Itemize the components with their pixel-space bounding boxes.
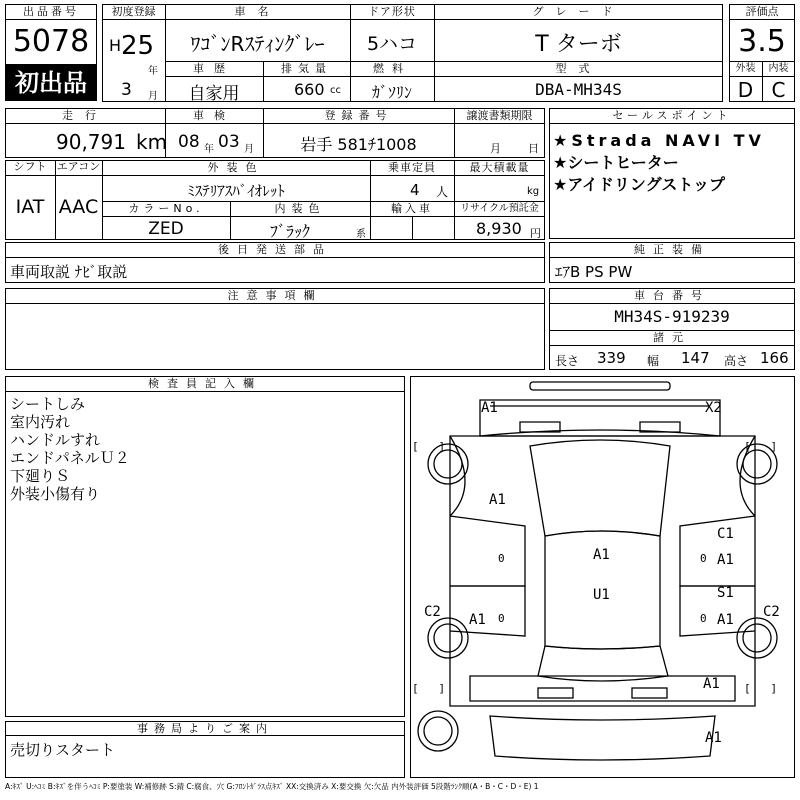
exterior-label: 外装	[735, 63, 756, 74]
damage-mark: A1	[705, 730, 722, 746]
damage-mark: A1	[481, 400, 498, 416]
reg-month-unit: 月	[148, 91, 158, 102]
width: 147	[681, 349, 710, 367]
displacement-label: 排気量	[281, 62, 332, 75]
damage-mark: 0	[498, 552, 505, 565]
reg-era: H	[109, 36, 122, 55]
door-type: 5ハコ	[366, 33, 418, 55]
damage-mark: C2	[424, 604, 441, 620]
mileage-label: 走行	[62, 109, 108, 122]
damage-mark: A1	[717, 552, 734, 568]
transfer-month-unit: 月	[490, 142, 501, 155]
body-color: ﾐｽﾃﾘｱｽﾊﾞｲｵﾚｯﾄ	[187, 182, 285, 200]
exterior-grade: D	[737, 78, 754, 102]
first-listing-text: 初出品	[15, 69, 87, 97]
bracket-mark: [ ]	[412, 440, 446, 453]
recycle-label: リサイクル預託金	[460, 203, 539, 214]
height-label: 高さ	[724, 354, 749, 368]
interior-label: 内装	[768, 63, 789, 74]
bracket-mark: [ ]	[744, 440, 778, 453]
capacity-unit: 人	[436, 185, 449, 199]
car-name: ﾜｺﾞﾝRｽﾃｨﾝｸﾞﾚｰ	[190, 32, 325, 56]
remark-item: 室内汚れ	[10, 413, 71, 431]
length: 339	[597, 349, 626, 367]
damage-legend: A:ｷｽﾞ U:ﾍｺﾐ B:ｷｽﾞを伴うﾍｺﾐ P:要塗装 W:補修跡 S:錆 C:腐食、穴 G:ﾌﾛﾝﾄｶﾞﾗｽ点ｷｽﾞ XX:交換済み X:要交換 欠:欠品 内外装評価 5段階ﾗﾝｸ順(A・B・C・D・E) 1	[5, 782, 539, 791]
interior-color-suffix: 系	[356, 229, 366, 240]
office-notice: 売切りスタート	[10, 741, 116, 759]
inspection-month: 03	[218, 132, 240, 152]
score: 3.5	[738, 24, 786, 59]
lot-number: 5078	[12, 24, 90, 59]
damage-mark: U1	[593, 587, 610, 603]
car-history-label: 車歴	[193, 62, 235, 75]
recycle-unit: 円	[530, 227, 541, 240]
office-notice-label: 事務局よりご案内	[137, 722, 273, 735]
notes-label: 注意事項欄	[227, 289, 323, 302]
model-code: DBA-MH34S	[535, 80, 622, 99]
interior-color-label: 内装色	[274, 202, 326, 215]
color-no-label: カラーNo.	[128, 202, 204, 215]
remark-item: 外装小傷有り	[10, 485, 101, 503]
genuine-equipment-label: 純正装備	[634, 243, 710, 256]
displacement-unit: cc	[330, 85, 341, 96]
damage-mark: A1	[593, 547, 610, 563]
width-label: 幅	[647, 354, 660, 368]
chassis-label: 車台番号	[634, 289, 710, 302]
transfer-deadline-label: 譲渡書類期限	[466, 109, 533, 122]
damage-mark: C2	[763, 604, 780, 620]
score-label: 評価点	[745, 5, 779, 18]
capacity: 4	[410, 181, 420, 199]
car-name-label: 車名	[234, 5, 281, 18]
sales-point-item: ★シートヒーター	[553, 153, 679, 172]
inspection-year-unit: 年	[204, 144, 214, 155]
damage-mark: A1	[489, 492, 506, 508]
damage-mark: 0	[700, 612, 707, 625]
fuel-label: 燃料	[373, 62, 411, 75]
damage-mark: A1	[717, 612, 734, 628]
damage-mark: C1	[717, 526, 734, 542]
spec-label: 諸元	[653, 331, 691, 344]
inspection-month-unit: 月	[244, 144, 254, 155]
car-outline-drawing	[410, 376, 795, 778]
recycle-fee: 8,930	[476, 219, 522, 238]
mileage: 90,791	[56, 130, 126, 154]
damage-mark: X2	[705, 400, 722, 416]
damage-mark: A1	[469, 612, 486, 628]
genuine-equipment: ｴｱB PS PW	[555, 263, 633, 281]
max-load-label: 最大積載量	[469, 161, 530, 174]
inspection-year: 08	[178, 132, 200, 152]
damage-mark: S1	[717, 585, 734, 601]
aircon-label: エアコン	[56, 160, 101, 173]
later-parts-label: 後日発送部品	[218, 243, 332, 256]
displacement: 660	[294, 80, 325, 99]
inspector-label: 検査員記入欄	[148, 377, 262, 390]
max-load-unit: kg	[527, 186, 540, 197]
shift-label: シフト	[13, 160, 47, 173]
remark-item: ハンドルすれ	[10, 431, 101, 449]
aircon: AAC	[58, 196, 99, 218]
interior-color: ﾌﾞﾗｯｸ	[269, 222, 310, 241]
mileage-unit: km	[136, 130, 168, 154]
bracket-mark: [ ]	[744, 682, 778, 695]
chassis-number: MH34S-919239	[614, 307, 730, 326]
model-label: 型式	[555, 62, 602, 75]
grade-label: グレード	[532, 5, 625, 18]
color-no: ZED	[148, 219, 184, 239]
reg-month: 3	[121, 80, 132, 100]
sales-points-list	[553, 130, 765, 196]
damage-mark: A1	[703, 676, 720, 692]
transfer-day-unit: 日	[528, 142, 539, 155]
remark-item: シートしみ	[10, 395, 86, 413]
grade: T ターボ	[535, 32, 622, 57]
inspection-label: 車検	[193, 109, 235, 122]
bracket-mark: [ ]	[412, 682, 446, 695]
fuel: ｶﾞｿﾘﾝ	[371, 83, 412, 102]
damage-mark: 0	[700, 552, 707, 565]
body-color-label: 外装色	[207, 161, 265, 174]
plate-number: 岩手 581ﾁ1008	[300, 135, 417, 154]
sales-point-item: ★Strada NAVI TV	[553, 131, 765, 150]
inspector-remarks	[10, 395, 130, 503]
reg-year: 25	[121, 31, 155, 61]
door-type-label: ドア形状	[368, 5, 416, 18]
reg-year-unit: 年	[148, 66, 158, 77]
capacity-label: 乗車定員	[388, 161, 436, 174]
length-label: 長さ	[555, 354, 580, 368]
lot-number-label: 出品番号	[23, 5, 79, 18]
plate-label: 登録番号	[324, 109, 393, 122]
remark-item: エンドパネルＵ２	[10, 449, 130, 467]
import-label: 輸入車	[391, 202, 433, 215]
first-registration-label: 初度登録	[111, 5, 156, 18]
shift: IAT	[15, 196, 45, 218]
sales-points-label: セールスポイント	[612, 109, 732, 122]
height: 166	[760, 349, 789, 367]
car-history: 自家用	[188, 84, 240, 104]
later-parts: 車両取説 ﾅﾋﾞ取説	[10, 263, 128, 281]
remark-item: 下廻りＳ	[10, 467, 71, 485]
interior-grade: C	[771, 78, 786, 102]
damage-mark: 0	[498, 612, 505, 625]
sales-point-item: ★アイドリングストップ	[553, 175, 725, 194]
